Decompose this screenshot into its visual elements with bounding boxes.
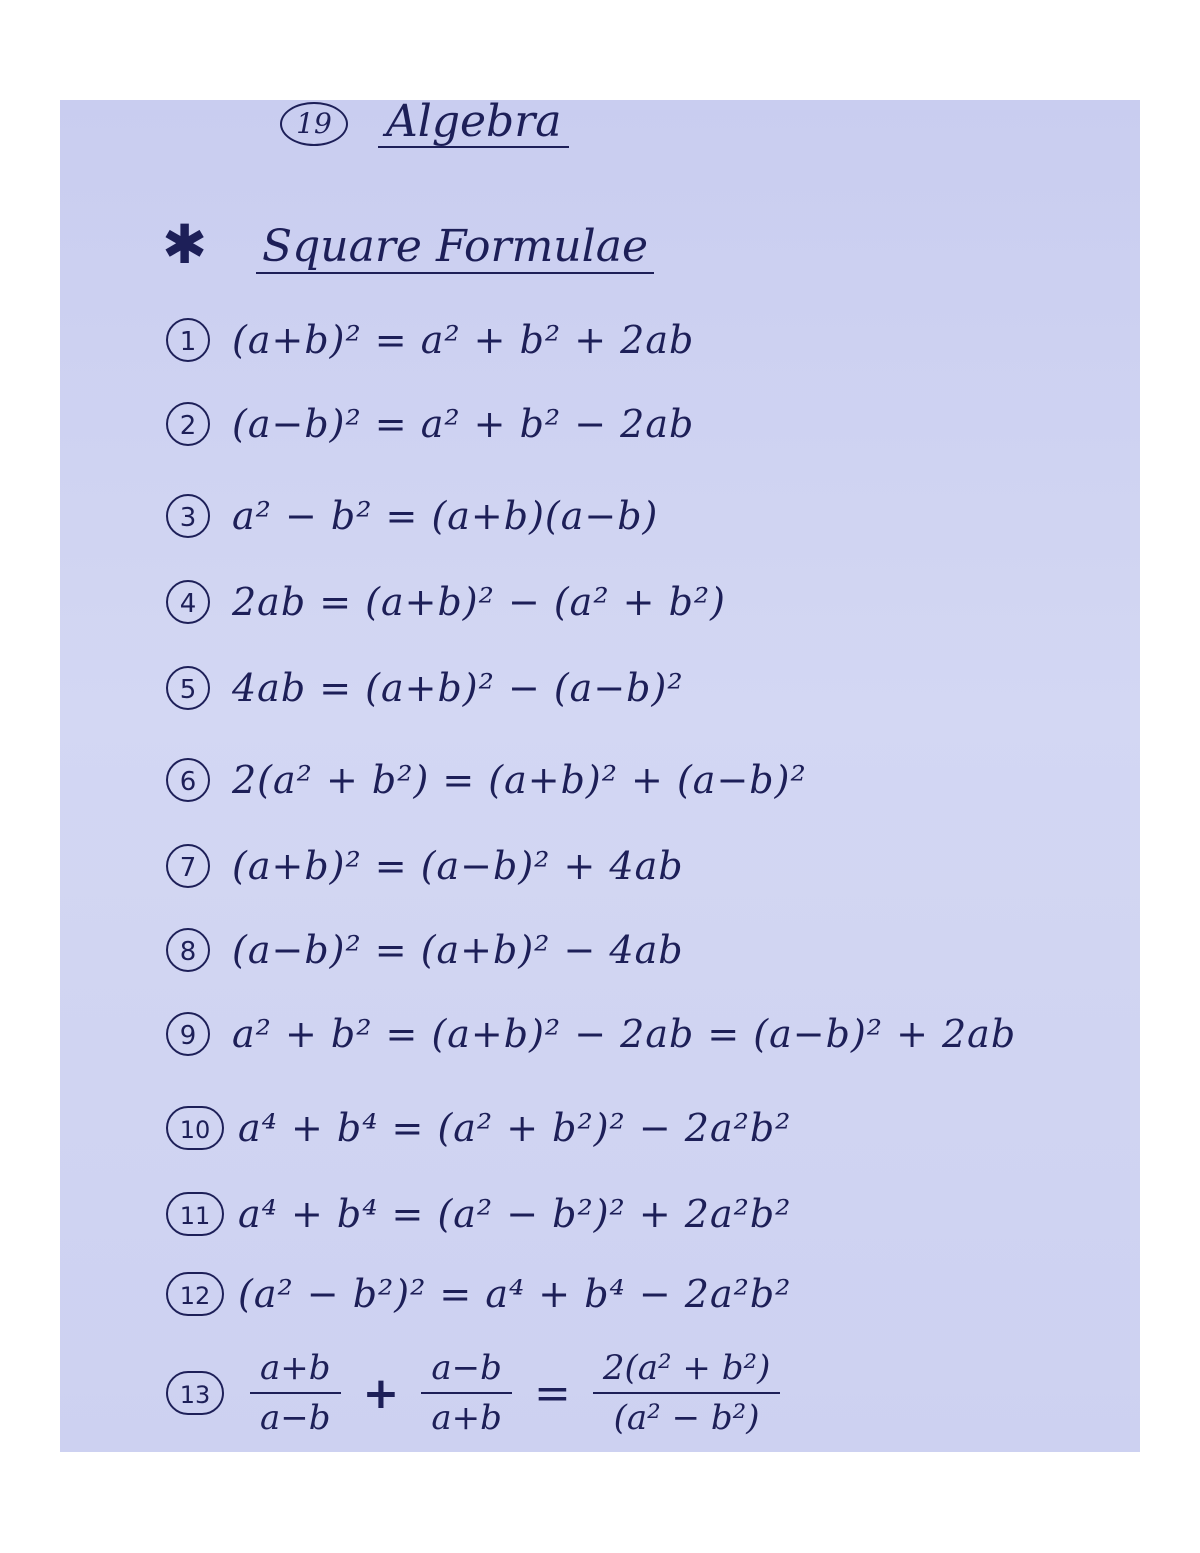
formula-number: 2 [166, 402, 210, 446]
formula-expression: (a−b)² = (a+b)² − 4ab [232, 928, 684, 972]
fraction-middle [421, 1348, 512, 1438]
formula-9 [166, 1006, 1016, 1062]
formula-expression: a² − b² = (a+b)(a−b) [232, 494, 659, 538]
formula-expression: 2(a² + b²) = (a+b)² + (a−b)² [232, 758, 807, 802]
fraction-numerator: a−b [421, 1348, 512, 1394]
formula-expression: 4ab = (a+b)² − (a−b)² [232, 666, 684, 710]
formula-number: 9 [166, 1012, 210, 1056]
formula-number: 1 [166, 318, 210, 362]
formula-expression: (a² − b²)² = a⁴ + b⁴ − 2a²b² [238, 1272, 792, 1316]
fraction-result [593, 1348, 781, 1438]
formula-expression: 2ab = (a+b)² − (a² + b²) [232, 580, 726, 624]
formula-11 [166, 1186, 791, 1242]
formula-number: 8 [166, 928, 210, 972]
formula-1 [166, 312, 694, 368]
equals-operator: = [533, 1367, 571, 1419]
formula-number: 12 [166, 1272, 224, 1316]
fraction-left [250, 1348, 341, 1438]
notebook-page [60, 100, 1140, 1452]
asterisk-icon: ✱ [162, 213, 208, 276]
show-through-ink [890, 140, 1120, 1380]
formula-number: 4 [166, 580, 210, 624]
formula-number: 11 [166, 1192, 224, 1236]
formula-number: 7 [166, 844, 210, 888]
formula-5 [166, 660, 684, 716]
formula-7 [166, 838, 684, 894]
formula-2 [166, 396, 694, 452]
formula-expression: a² + b² = (a+b)² − 2ab = (a−b)² + 2ab [232, 1012, 1017, 1056]
fraction-denominator: a+b [431, 1398, 502, 1438]
formula-expression: a⁴ + b⁴ = (a² + b²)² − 2a²b² [238, 1106, 792, 1150]
formula-12 [166, 1266, 791, 1322]
formula-4 [166, 574, 726, 630]
fraction-numerator: a+b [250, 1348, 341, 1394]
formula-6 [166, 752, 807, 808]
formula-number: 13 [166, 1371, 224, 1415]
formula-13 [166, 1348, 792, 1438]
formula-number: 3 [166, 494, 210, 538]
page-title: Algebra [378, 100, 569, 148]
formula-3 [166, 488, 658, 544]
formula-8 [166, 922, 684, 978]
section-heading: Square Formulae [256, 222, 654, 274]
formula-10 [166, 1100, 791, 1156]
fraction-denominator: a−b [260, 1398, 331, 1438]
plus-operator: + [362, 1367, 400, 1419]
formula-expression: (a−b)² = a² + b² − 2ab [232, 402, 695, 446]
fraction-numerator: 2(a² + b²) [593, 1348, 781, 1394]
formula-number: 10 [166, 1106, 224, 1150]
formula-expression: (a+b)² = a² + b² + 2ab [232, 318, 695, 362]
formula-number: 5 [166, 666, 210, 710]
formula-expression: a⁴ + b⁴ = (a² − b²)² + 2a²b² [238, 1192, 792, 1236]
page-number: 19 [280, 102, 348, 146]
formula-expression: (a+b)² = (a−b)² + 4ab [232, 844, 684, 888]
formula-number: 6 [166, 758, 210, 802]
fraction-denominator: (a² − b²) [613, 1398, 760, 1438]
